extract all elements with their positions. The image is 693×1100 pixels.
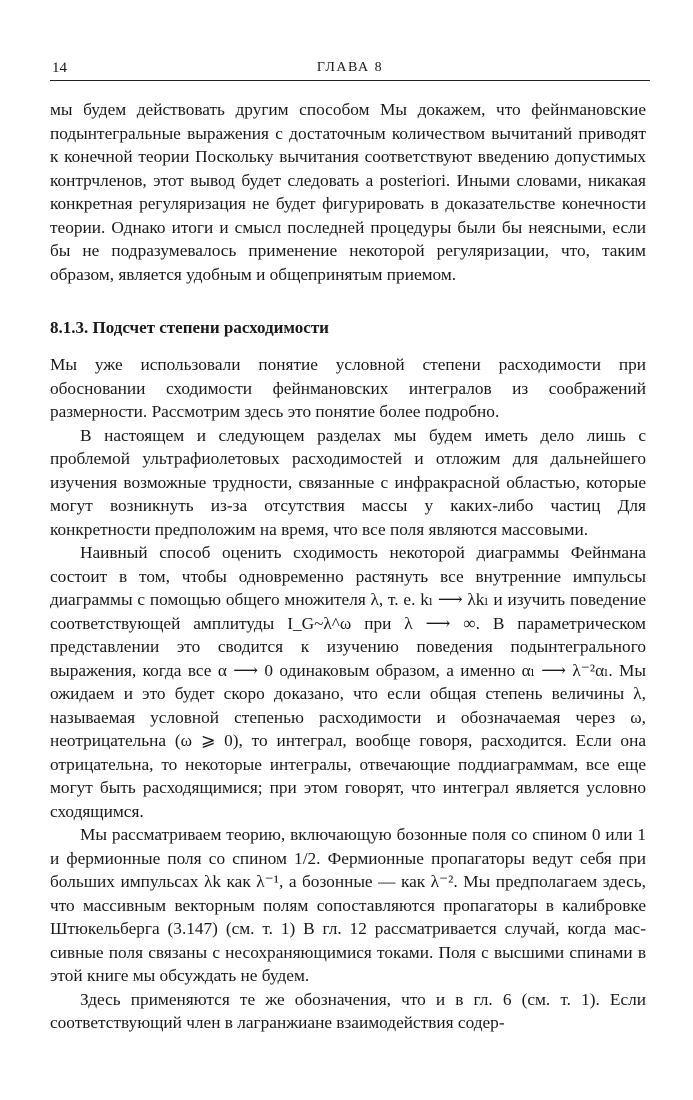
paragraph: Наивный способ оценить сходимость некоторой диаграммы Фейнмана состоит в том, чтобы одновременно растянуть все внутренние импульсы диаграммы с помощью общего множителя λ, т. е. kₗ ⟶ λkₗ и изучить поведение соответствующей амплитуды I_G~λ^ω при λ ⟶ ∞. В параметрическом представлении это сводится к изучению поведения подынтегрального выражения, когда все α ⟶ 0 одинаковым образом, а именно αₗ ⟶ λ⁻²αₗ. Мы ожидаем и это будет скоро доказано, что если общая степень величины λ, называемая условной степенью расходимости и обозначаемая через ω, неотрицательна (ω ⩾ 0), то интеграл, вообще говоря, расходится. Если она отрицательна, то некоторые интегралы, отвечающие поддиаграммам, все еще могут быть расходящимися; при этом говорят, что интеграл является условно сходящимся. (50, 543, 646, 821)
paragraph: Мы уже использовали понятие условной степени расходимости при обосновании сходимости фейнмановских интегралов из соображений размерности. Рассмотрим здесь это понятие более подробно. (50, 355, 646, 421)
paragraph-continued: мы будем действовать другим способом Мы докажем, что фейнмановские подынтегральные выражения с достаточным количеством вычитаний приводят к конечной теории Поскольку вычитания соответствуют введению допустимых контрчленов, этот вывод будет следовать a posteriori. Иными словами, никакая конкретная регуляризация не будет фигурировать в доказательстве конечности теории. Однако итоги и смысл последней процедуры были бы неясными, если бы не подразумевалось применение некоторой регуляризации, что, таким образом, является удобным и общепринятым приемом. (50, 100, 646, 284)
paragraph: Здесь применяются те же обозначения, что и в гл. 6 (см. т. 1). Если соответствующий член в лагранжиане взаимодействия содер- (50, 989, 646, 1032)
page-number: 14 (52, 60, 67, 76)
paragraph: В настоящем и следующем разделах мы будем иметь дело лишь с проблемой ультрафиолетовых расходимостей и отложим для дальнейшего изучения возможные трудности, связанные с инфракрасной областью, которые могут возникнуть из-за отсутствия массы у каких-либо частиц Для конкретности предположим на время, что все поля являются массовыми. (50, 425, 646, 539)
page-body (50, 98, 646, 1035)
paragraph: Мы рассматриваем теорию, включающую бозонные поля со спином 0 или 1 и фермионные поля со спином 1/2. Фермионные пропагаторы ведут себя при больших импульсах λk как λ⁻¹, а бозонные — как λ⁻². Мы предполагаем здесь, что массивным векторным полям сопоставляются пропагаторы в калибровке Штюкельберга (3.147) (см. т. 1) В гл. 12 рассматривается случай, когда массивные поля связаны с несохраняющимися токами. Поля с высшими спинами в этой книге мы обсуждать не будем. (50, 825, 646, 985)
running-head (50, 58, 650, 81)
section-heading: 8.1.3. Подсчет степени расходимости (50, 318, 329, 337)
chapter-title: ГЛАВА 8 (316, 60, 384, 75)
